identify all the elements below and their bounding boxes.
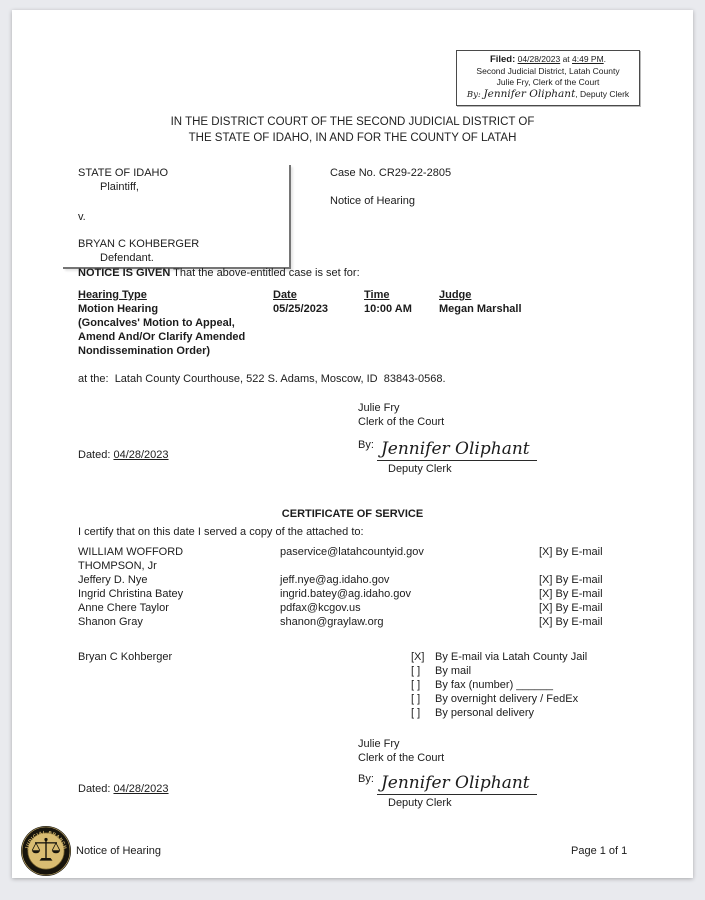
defendant-service-block [78,650,638,720]
time-column [364,288,412,316]
recipient-name-text: Shanon Gray [78,616,143,628]
footer-page-number: Page 1 of 1 [571,845,628,857]
service-option-label: By personal delivery [435,707,535,719]
hearing-type-header: Hearing Type [78,289,147,301]
service-method: [X] By E-mail [539,602,603,614]
court-header-line1: IN THE DISTRICT COURT OF THE SECOND JUDICIAL DISTRICT OF [170,116,535,128]
by-label-1: By: [358,439,377,451]
recipient-email: pdfax@kcgov.us [280,602,361,614]
clerk-name-1: Julie Fry [358,402,400,414]
plaintiff-role: Plaintiff, [100,181,139,193]
hearing-type-line1: Motion Hearing [78,303,159,315]
defendant-service-name: Bryan C Kohberger [78,651,173,663]
recipient-name-text: WILLIAM WOFFORD THOMPSON, Jr [78,546,184,572]
case-number: Case No. CR29-22-2805 [330,167,452,179]
recipient-name [78,615,280,629]
svg-text:JUDICIAL BRANCH: JUDICIAL BRANCH [24,829,68,850]
recipient-name-text: Jeffery D. Nye [78,574,148,586]
service-option-label: By fax (number) ______ [435,679,554,691]
judge-column [439,288,522,316]
by-line-2 [358,772,537,795]
caption-spacer [78,224,288,237]
court-header [12,114,693,146]
stamp-by-label: By: [466,89,484,100]
checkbox-checked: [X] [411,651,425,663]
stamp-by-title: , Deputy Clerk [575,88,630,99]
recipient-name [78,601,280,615]
stamp-signature: Jennifer Oliphant [483,87,576,100]
by-label-2: By: [358,773,377,785]
service-method: [X] By E-mail [539,616,603,628]
recipient-name-text: Anne Chere Taylor [78,602,169,614]
filed-stamp [456,50,640,106]
filed-time: 4:49 PM [572,54,604,64]
recipient-email: jeff.nye@ag.idaho.gov [280,574,390,586]
deputy-title-1: Deputy Clerk [388,463,452,475]
checkbox-unchecked: [ ] [411,679,421,691]
service-option [411,650,638,664]
filed-stamp-line3: Julie Fry, Clerk of the Court [496,77,600,87]
dated-date-2: 04/28/2023 [113,783,169,795]
footer-document-name: Notice of Hearing [76,845,161,857]
recipient-email: shanon@graylaw.org [280,616,384,628]
hearing-type-column [78,288,270,358]
service-option-label: By overnight delivery / FedEx [435,693,579,705]
service-option [411,664,638,678]
hearing-location: at the: Latah County Courthouse, 522 S. Adams, Moscow, ID 83843-0568. [78,373,446,385]
date-header: Date [273,289,297,301]
clerk-block-1 [358,401,444,429]
notice-lead: NOTICE IS GIVEN [78,267,171,279]
service-row [78,601,638,615]
hearing-type-line3: Amend And/Or Clarify Amended [78,331,246,343]
defendant-name: BRYAN C KOHBERGER [78,238,200,250]
service-method: [X] By E-mail [539,574,603,586]
hearing-judge: Megan Marshall [439,303,522,315]
recipient-email: paservice@latahcountyid.gov [280,546,424,558]
service-option [411,678,638,692]
filed-period: . [603,54,607,64]
service-row [78,587,638,601]
filed-date: 04/28/2023 [517,54,561,64]
service-row [78,545,638,573]
checkbox-unchecked: [ ] [411,665,421,677]
caption-spacer [78,194,288,210]
recipient-name [78,545,280,573]
judge-header: Judge [439,289,472,301]
hearing-type-line4: Nondissemination Order) [78,345,211,357]
recipient-name [78,587,280,601]
filed-label: Filed: [489,54,516,65]
deputy-clerk-signature-2: Jennifer Oliphant [377,773,537,795]
document-title: Notice of Hearing [330,195,415,207]
dated-label-2: Dated: [78,783,114,795]
service-row [78,573,638,587]
service-row [78,615,638,629]
notice-line [78,266,360,280]
by-line-1 [358,438,537,461]
time-header: Time [364,289,390,301]
versus: v. [78,211,86,223]
service-option [411,692,638,706]
notice-rest: That the above-entitled case is set for: [170,267,360,279]
dated-label-1: Dated: [78,449,114,461]
service-option [411,706,638,720]
service-method: [X] By E-mail [539,546,603,558]
defendant-service-options [411,650,638,720]
filed-stamp-line4 [459,89,637,102]
date-column [273,288,328,316]
dated-date-1: 04/28/2023 [113,449,169,461]
deputy-clerk-signature-1: Jennifer Oliphant [377,439,537,461]
filed-at: at [560,54,573,64]
filed-stamp-line1 [459,54,637,66]
service-recipient-list [78,545,638,629]
plaintiff-name: STATE OF IDAHO [78,167,169,179]
certificate-title: CERTIFICATE OF SERVICE [281,508,424,520]
certificate-intro: I certify that on this date I served a copy of the attached to: [78,526,364,538]
checkbox-unchecked: [ ] [411,693,421,705]
hearing-date: 05/25/2023 [273,303,329,315]
filed-stamp-line2: Second Judicial District, Latah County [476,65,620,76]
service-option-label: By mail [435,665,472,677]
checkbox-unchecked: [ ] [411,707,421,719]
defendant-role: Defendant. [100,252,154,264]
document-page [12,10,693,878]
idaho-judicial-seal-icon [20,825,72,877]
dated-line-1 [78,448,169,462]
deputy-title-2: Deputy Clerk [388,797,452,809]
caption-parties [78,166,288,265]
hearing-time: 10:00 AM [364,303,412,315]
svg-text:STATE OF IDAHO: STATE OF IDAHO [29,854,63,870]
service-method: [X] By E-mail [539,588,603,600]
clerk-name-2: Julie Fry [358,738,400,750]
service-option-label: By E-mail via Latah County Jail [435,651,588,663]
dated-line-2 [78,782,169,796]
hearing-type-line2: (Goncalves' Motion to Appeal, [78,317,235,329]
recipient-name-text: Ingrid Christina Batey [78,588,184,600]
clerk-block-2 [358,737,444,765]
court-header-line2: THE STATE OF IDAHO, IN AND FOR THE COUNTY OF LATAH [188,132,517,144]
clerk-title-1: Clerk of the Court [358,416,445,428]
clerk-title-2: Clerk of the Court [358,752,445,764]
recipient-email: ingrid.batey@ag.idaho.gov [280,588,412,600]
case-info [330,166,451,208]
recipient-name [78,573,280,587]
